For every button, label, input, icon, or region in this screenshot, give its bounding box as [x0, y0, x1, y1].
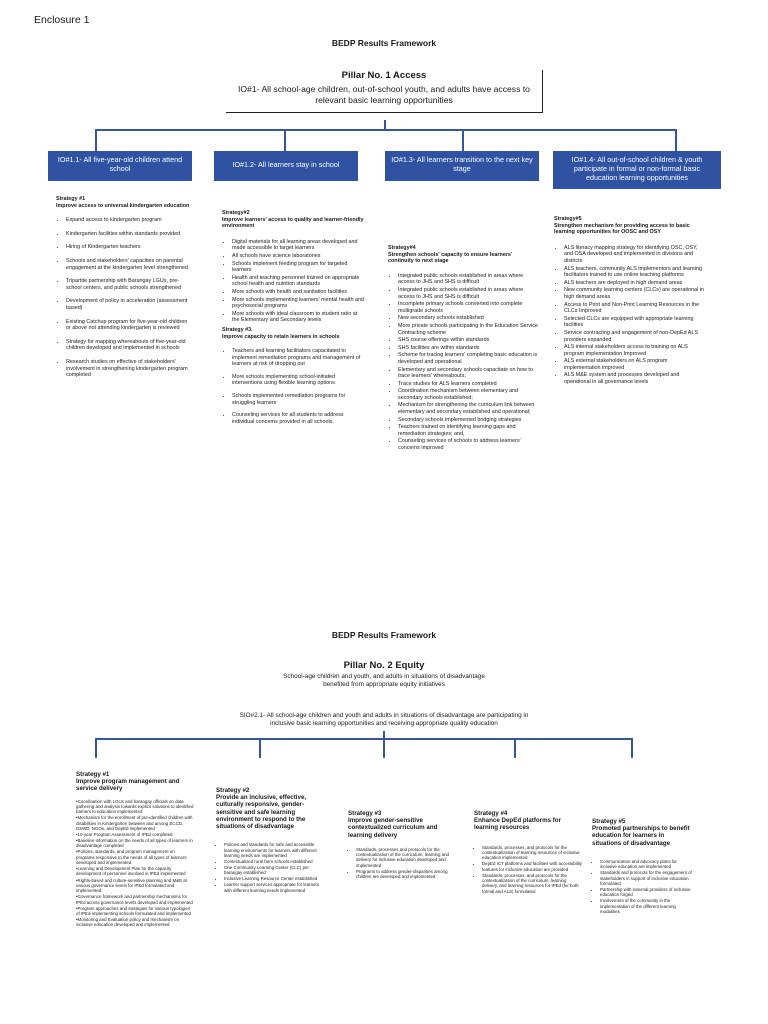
- strategy-title: Strategy#2: [222, 210, 250, 216]
- strategy-list: [474, 845, 582, 894]
- list-item: • Strategy for mapping whereabouts of five-year-old children developed and implemented in schools: [66, 339, 190, 352]
- strategy-list: [554, 245, 704, 386]
- outcome-box-1-4: IO#1.4- All out-of-school children & youth participate in formal or non-formal basic education learning opportunities: [553, 151, 721, 189]
- list-item: • Communication and advocacy plans for inclusive education are implemented: [600, 859, 692, 870]
- connector-line: [631, 738, 633, 758]
- list-item: •Program approaches and strategies for various typologies of IPEd-implementing schools formulated and implemented: [76, 905, 191, 916]
- list-item: • Integrated public schools established in areas where access to JHS and SHS is difficult: [398, 273, 538, 286]
- strategy-title: Strategy#4: [388, 245, 416, 251]
- list-item: • More schools implementing school-initiated interventions using flexible learning options: [232, 374, 364, 387]
- equity-strategy-5: [592, 818, 692, 915]
- connector-line: [95, 738, 97, 758]
- strategy-title: Strategy #1: [56, 196, 86, 202]
- strategy-desc: Improve capacity to retain learners in schools: [222, 333, 340, 340]
- pillar2-subheading: School-age children and youth, and adults in situations of disadvantage benefited from appropriate equity initiatives: [283, 673, 485, 688]
- strategy-desc: Strengthen schools' capacity to ensure learners' continuity to next stage: [388, 251, 513, 265]
- list-item: • Partnership with external providers of inclusive education forged: [600, 887, 692, 898]
- outcome-box-1-3: IO#1.3- All learners transition to the next key stage: [385, 151, 539, 181]
- strategy-desc: Improve program management and service delivery: [76, 778, 180, 793]
- connector-line: [514, 738, 516, 758]
- list-item: • More private schools participating in the Education Service Contracting scheme: [398, 323, 538, 336]
- list-item: • Teachers trained on identifying learning gaps and remediation strategies; and,: [398, 424, 538, 437]
- strategy-desc: Improve access to universal kindergarten education: [56, 202, 190, 209]
- strategy-title: Strategy #3.: [222, 326, 253, 333]
- connector-line: [462, 129, 464, 151]
- list-item: • Standards, processes and protocols for the contextualization of the curriculum, learning and delivery for inclusive education developed and implemented: [356, 847, 456, 868]
- list-item: • Contextualized rural farm schools established: [224, 859, 324, 864]
- strategy-list: [222, 239, 364, 324]
- equity-strategy-2: [216, 787, 324, 894]
- pillar2-header: [280, 660, 488, 689]
- connector-line: [95, 738, 632, 740]
- strategy-title: Strategy #2: [216, 787, 250, 794]
- list-item: • Research studies on effective of stakeholders' involvement in strengthening kindergarten program completed: [66, 359, 190, 379]
- list-item: • More schools implementing learners' mental health and psychosocial programs: [232, 297, 364, 310]
- list-item: • Counseling services of schools to address learners' concerns improved: [398, 438, 538, 451]
- list-item: • ALS teachers are deployed in high demand areas: [564, 280, 704, 287]
- strategy-list: [56, 217, 190, 379]
- strategy-title: Strategy#5: [554, 216, 582, 222]
- strategy-list: [76, 799, 194, 928]
- list-item: • Existing Catchup program for five-year-old children or above not attending kindergarten is reviewed: [66, 319, 190, 332]
- list-item: • One Community Learning Center (CLC) per barangay established: [224, 865, 324, 876]
- list-item: •Learning and Development Plan for the capacity development of personnel involved in IPEd implemented: [76, 866, 186, 877]
- list-item: • Secondary schools implemented bridging strategies: [398, 417, 538, 424]
- strategy-desc: Enhance DepEd platforms for learning resources: [474, 817, 561, 832]
- strategy-desc: Strengthen mechanism for providing access to basic learning opportunities for OOSC and OSY: [554, 222, 690, 236]
- list-item: • Policies and standards for safe and accessible learning environments for learners with different learning needs are implemented: [224, 842, 324, 858]
- list-item: • Integrated public schools established in areas where access to JHS and SHS is difficult: [398, 287, 538, 300]
- strategy-list: [388, 273, 538, 452]
- list-item: • ALS literacy mapping strategy for identifying OSC, OSY, and OSA developed and implemented in divisions and districts: [564, 245, 704, 265]
- list-item: • Kindergarten facilities within standards provided: [66, 231, 190, 238]
- outcome-box-1-1: IO#1.1- All five-year-old children attend school: [48, 151, 192, 181]
- list-item: • New secondary schools established: [398, 315, 538, 322]
- list-item: •Coordination with LGUs and barangay officials on data gathering and analysis towards explicit solutions to identified barriers to education implemented: [76, 798, 194, 815]
- list-item: • Schools implement feeding program for targeted learners: [232, 261, 364, 274]
- list-item: • Tripartite partnership with Barangay LGUs, pre-school centers, and public schools strengthened: [66, 278, 190, 291]
- list-item: • Service contracting and engagement of non-DepEd ALS providers expanded: [564, 330, 704, 343]
- list-item: • DepEd ICT platforms and facilities with accessibility features for inclusive education are provided: [482, 861, 582, 872]
- strategy-list: [348, 847, 456, 880]
- list-item: •Policies, standards, and program management on programs responsive to the needs of all types of learners developed and implemented: [76, 849, 187, 866]
- list-item: • ALS external stakeholders on ALS program implementation improved: [564, 358, 704, 371]
- strategy-title: Strategy #3: [348, 810, 382, 817]
- pillar1-heading: Pillar No. 1 Access: [341, 70, 427, 81]
- pillar1-subheading: IO#1- All school-age children, out-of-school youth, and adults have access to relevant basic learning opportunities: [238, 84, 530, 105]
- list-item: • Coordination mechanism between elementary and secondary schools established;: [398, 388, 538, 401]
- list-item: • Inclusive Learning Resource Center established: [224, 876, 324, 881]
- list-item: • ALS M&E system and processes developed and operational in all governance levels: [564, 372, 704, 385]
- list-item: • Involvement of the community in the implementation of the different learning modalities: [600, 898, 692, 914]
- outcome-box-1-2: IO#1.2- All learners stay in school: [214, 151, 358, 181]
- framework-title: BEDP Results Framework: [331, 38, 437, 48]
- connector-line: [675, 129, 677, 151]
- list-item: • Selected CLCs are equipped with appropriate learning facilities: [564, 316, 704, 329]
- list-item: • More schools with health and sanitation facilities: [232, 289, 364, 296]
- strategy-desc: Provide an inclusive, effective, culturally responsive, gender- sensitive and safe learning environment to respond to the situations of disadvantage: [216, 794, 307, 831]
- list-item: •Baseline information on the needs of all types of learners in disadvantage completed: [76, 838, 193, 849]
- list-item: • Incomplete primary schools converted into complete multigrade schools: [398, 301, 538, 314]
- list-item: • More schools with ideal classroom to student ratio at the Elementary and Secondary levels: [232, 311, 364, 324]
- list-item: • Learner support services appropriate for learners with different learning needs implemented: [224, 882, 324, 893]
- equity-strategy-4: [474, 810, 582, 895]
- strategy-list: [592, 859, 692, 914]
- strategy-title: Strategy #1: [76, 771, 110, 778]
- list-item: • Expand access to kindergarten program: [66, 217, 190, 224]
- equity-strategy-3: [348, 810, 456, 880]
- connector-line: [383, 738, 385, 758]
- list-item: • All schools have science laboratories: [232, 253, 364, 260]
- list-item: •Rights-based and culture-sensitive planning and M&E at various governance levels for IPEd formulated and implemented: [76, 877, 187, 894]
- list-item: • Schools implemented remediation programs for struggling learners: [232, 393, 364, 406]
- enclosure-label: Enclosure 1: [34, 14, 90, 26]
- list-item: • Digital materials for all learning areas developed and made accessible to target learners: [232, 239, 364, 252]
- list-item: • ALS teachers, community ALS implementors and learning facilitators trained to use online teaching platforms: [564, 266, 704, 279]
- list-item: •Monitoring and Evaluation policy and mechanism on inclusive education developed and implemented: [76, 917, 180, 928]
- list-item: • ALS internal stakeholders access to training on ALS program implementation Improved: [564, 344, 704, 357]
- list-item: • Standards, processes, and protocols for the contextualization of learning resources of inclusive education implemented: [482, 845, 582, 861]
- connector-line: [95, 129, 97, 151]
- connector-line: [259, 738, 261, 758]
- strategy-desc: Improve gender-sensitive contextualized curriculum and learning delivery: [348, 817, 438, 839]
- strategy-2-block: [222, 210, 364, 431]
- list-item: • Schools and stakeholders' capacities on parental engagement at the kindergarten level strengthened: [66, 258, 190, 271]
- list-item: • Standards, processes, and protocols for the contextualization of the curriculum, learning delivery, and learning resources for IPEd (for both formal and ALS) formulated: [482, 873, 582, 894]
- list-item: • Trace studies for ALS learners completed: [398, 381, 538, 388]
- strategy-4-block: [388, 245, 538, 453]
- list-item: • SHS course offerings within standards: [398, 337, 538, 344]
- list-item: • Programs to address gender-disparities among children are developed and implemented: [356, 869, 456, 880]
- equity-strategy-1: [76, 771, 194, 928]
- list-item: • Elementary and secondary schools capacitate on how to trace learners' whereabouts,: [398, 367, 538, 380]
- strategy-list: [216, 842, 324, 893]
- list-item: • Scheme for tracing learners' completing basic education is developed and operational: [398, 352, 538, 365]
- pillar2-heading: Pillar No. 2 Equity: [343, 660, 425, 671]
- list-item: • Teachers and learning facilitators capacitated to implement remediation programs and management of learners at risk of dropping out: [232, 348, 364, 368]
- list-item: • Access to Print and Non-Print Learning Resources in the CLCs Improved: [564, 302, 704, 315]
- list-item: •Mechanism for the enrollment of pre-identified children with disabilities in Kindergarten between and among ECCD, DSWD, NGOs, and DepEd implemented: [76, 815, 193, 831]
- connector-line: [284, 129, 286, 151]
- pillar1-box: [226, 70, 543, 113]
- list-item: • Health and teaching personnel trained on appropriate school health and nutrition standards: [232, 275, 364, 288]
- list-item: • Mechanism for strengthening the curriculum link between elementary and secondary established and operational;: [398, 402, 538, 415]
- list-item: •10-year Program Assessment of IPEd completed: [76, 831, 173, 837]
- list-item: • Development of policy in acceleration (assessment based): [66, 298, 190, 311]
- list-item: • Hiring of Kindergarten teachers: [66, 244, 190, 251]
- list-item: • Standards and protocols for the engagement of stakeholders in support of inclusive education formulated: [600, 870, 692, 886]
- strategy-desc: Improve learners' access to quality and learner-friendly environment: [222, 216, 364, 230]
- connector-line: [95, 129, 676, 131]
- strategy-title: Strategy #5: [592, 818, 626, 825]
- strategy-5-block: [554, 216, 704, 387]
- strategy-1-block: [56, 196, 190, 386]
- list-item: • Counseling services for all students to address individual concerns provided in all schools.: [232, 412, 364, 425]
- pillar2-sio: SIO#2.1- All school-age children and youth and adults in situations of disadvantage are participating in inclusive basic learning opportunities and receiving appropriate quality education: [239, 712, 529, 727]
- strategy-list: [222, 348, 364, 425]
- list-item: • New community learning centers (CLCs) are operational in high demand areas: [564, 287, 704, 300]
- framework-title-2: BEDP Results Framework: [331, 630, 437, 640]
- strategy-title: Strategy #4: [474, 810, 508, 817]
- strategy-desc: Promoted partnerships to benefit education for learners in situations of disadvantage: [592, 825, 690, 847]
- list-item: • SHS facilities are within standards: [398, 345, 538, 352]
- list-item: •Governance framework and partnership mechanisms for IPEd across governance levels developed and implemented: [76, 894, 193, 905]
